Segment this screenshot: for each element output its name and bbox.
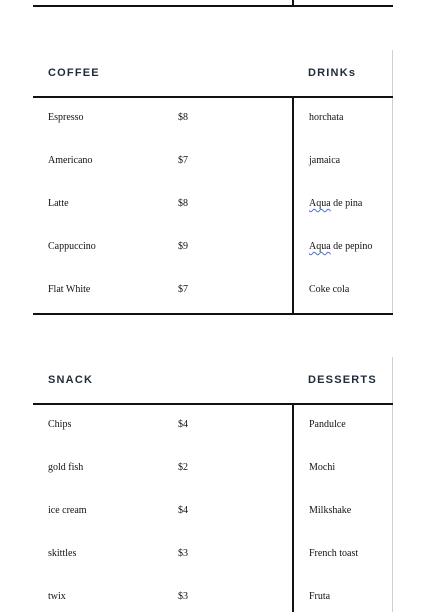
menu-item-price: $8: [178, 198, 188, 209]
panel-edge: [392, 357, 393, 612]
menu-item-name: Chips: [48, 419, 72, 430]
section-bottom-divider: [33, 313, 393, 315]
top-column-divider: [292, 0, 294, 6]
menu-item-name: Cappuccino: [48, 241, 96, 252]
menu-item-name: Espresso: [48, 112, 84, 123]
column-divider: [292, 96, 294, 314]
menu-item-right: Aqua de pina: [309, 198, 363, 209]
menu-item-price: $3: [178, 548, 188, 559]
panel-edge: [392, 50, 393, 315]
section-heading-left: SNACK: [48, 374, 94, 386]
menu-item-name: ice cream: [48, 505, 87, 516]
menu-item-right: horchata: [309, 112, 344, 123]
column-divider: [292, 403, 294, 612]
spell-flag-word: Aqua: [309, 198, 331, 209]
spell-flag-word: Aqua: [309, 241, 331, 252]
section-heading-right: DRINKs: [308, 67, 357, 79]
menu-item-right: Coke cola: [309, 284, 350, 295]
menu-item-name: skittles: [48, 548, 77, 559]
menu-item-right: French toast: [309, 548, 359, 559]
menu-item-name: twix: [48, 591, 66, 602]
menu-item-price: $7: [178, 155, 188, 166]
menu-item-price: $7: [178, 284, 188, 295]
menu-item-price: $9: [178, 241, 188, 252]
menu-item-right: Fruta: [309, 591, 331, 602]
menu-item-name: gold fish: [48, 462, 84, 473]
menu-item-right: Pandulce: [309, 419, 346, 430]
menu-item-name: Americano: [48, 155, 93, 166]
section-heading-left: COFFEE: [48, 67, 100, 79]
menu-item-price: $3: [178, 591, 188, 602]
menu-item-right: Mochi: [309, 462, 336, 473]
menu-item-price: $4: [178, 419, 188, 430]
menu-item-name: Flat White: [48, 284, 91, 295]
menu-item-price: $2: [178, 462, 188, 473]
menu-item-price: $4: [178, 505, 188, 516]
section-header-divider: [33, 96, 393, 98]
menu-item-price: $8: [178, 112, 188, 123]
section-header-divider: [33, 403, 393, 405]
menu-item-right: Aqua de pepino: [309, 241, 373, 252]
menu-item-name: Latte: [48, 198, 69, 209]
menu-item-right: Milkshake: [309, 505, 352, 516]
top-divider: [33, 5, 393, 7]
section-heading-right: DESSERTS: [308, 374, 377, 386]
menu-item-right: jamaica: [309, 155, 341, 166]
